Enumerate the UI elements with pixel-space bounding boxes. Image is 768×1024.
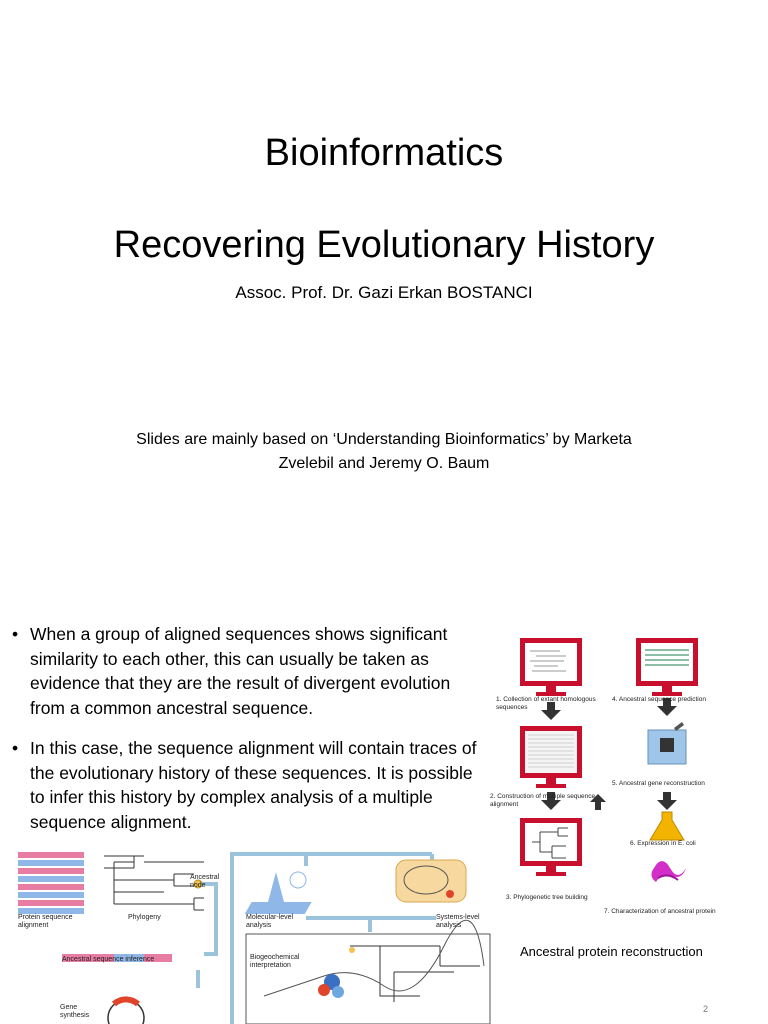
step-label: 6. Expression in E. coli [630, 840, 696, 847]
step-label: 7. Characterization of ancestral protein [604, 908, 716, 915]
bullet-item: • In this case, the sequence alignment will contain traces of the evolutionary history of these sequences. It is possible to infer this history by complex analysis of a multiple sequence alignment. [12, 738, 477, 832]
monitor-icon [636, 638, 698, 696]
bullet-item: • When a group of aligned sequences shows significant similarity to each other, this can usually be taken as evidence that they are the result of divergent evolution from a common ancestral sequence. [12, 624, 451, 718]
page-number: 2 [702, 1004, 708, 1014]
step-label: 2. Construction of multiple sequence alignment [490, 793, 596, 808]
sequence-alignment-graphic [18, 852, 84, 914]
figure-caption: Ancestral protein reconstruction [520, 944, 703, 959]
fig-label-gene-synthesis: Gene synthesis [60, 1004, 90, 1019]
monitor-icon [520, 818, 582, 876]
credit-line-1: Slides are mainly based on ‘Understanding Bioinformatics’ by Marketa [136, 431, 632, 448]
protein-icon [651, 861, 686, 882]
slide-subtitle: Recovering Evolutionary History [113, 224, 655, 266]
plasmid-icon [108, 1000, 144, 1024]
fig-label-ancestral-node: Ancestral node [190, 874, 220, 889]
bullet-list [12, 622, 490, 850]
credit-text [0, 428, 768, 476]
fig-label-systems: Systems-level analysis [436, 914, 480, 929]
molecular-icon [245, 872, 312, 914]
credit-line-2: Zvelebil and Jeremy O. Baum [278, 455, 490, 472]
workflow-figure [14, 846, 494, 1024]
instrument-icon [648, 722, 686, 764]
step-label: 3. Phylogenetic tree building [506, 894, 588, 901]
step-label: 5. Ancestral gene reconstruction [612, 780, 705, 787]
flask-icon [650, 812, 684, 840]
slide-title: Bioinformatics [264, 132, 504, 174]
bullet-text-1: When a group of aligned sequences shows significant similarity to each other, this can usually be taken as evidence that they are the result of divergent evolution from a common ancestral sequence. [30, 624, 451, 718]
fig-label-phylogeny: Phylogeny [128, 914, 161, 921]
systems-icon [396, 860, 466, 902]
step-label: 4. Ancestral sequence prediction [612, 696, 706, 703]
fig-label-molecular: Molecular-level analysis [246, 914, 294, 929]
biogeochemical-panel [246, 934, 490, 1024]
monitor-icon [520, 638, 582, 696]
monitor-icon [520, 726, 582, 788]
bullet-text-2: In this case, the sequence alignment will contain traces of the evolutionary history of these sequences. It is possible to infer this history by complex analysis of a multiple sequence alignment. [30, 738, 477, 832]
down-arrow-icon [657, 792, 677, 810]
author-line: Assoc. Prof. Dr. Gazi Erkan BOSTANCI [235, 283, 533, 302]
reconstruction-diagram [488, 630, 748, 920]
fig-label-ancestral-inference: Ancestral sequence inference [62, 956, 155, 963]
fig-label-alignment: Protein sequence alignment [18, 914, 73, 929]
fig-label-biogeo: Biogeochemical interpretation [250, 954, 300, 969]
step-label: 1. Collection of extant homologous sequences [496, 696, 596, 711]
content-slide [0, 578, 768, 1024]
phylogeny-tree [104, 856, 204, 910]
